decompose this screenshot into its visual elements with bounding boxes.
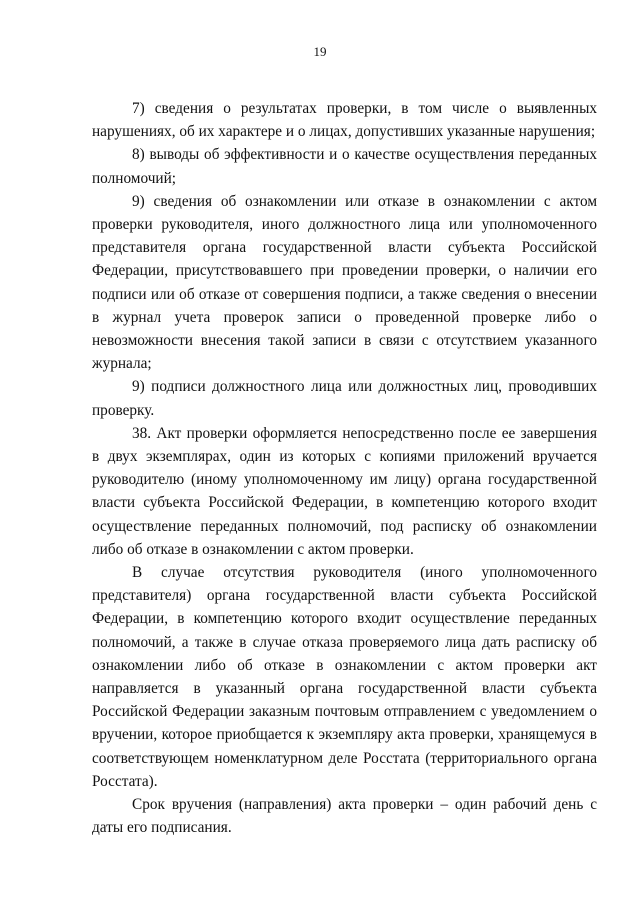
paragraph-item-8: 8) выводы об эффективности и о качестве осуществления переданных полномочий;	[92, 146, 597, 187]
paragraph-item-9-signatures: 9) подписи должностного лица или должностных лиц, проводивших проверку.	[92, 378, 597, 419]
paragraph-section-38: 38. Акт проверки оформляется непосредственно после ее завершения в двух экземплярах, один из которых с копиями приложений вручается руководителю (иному уполномоченному им лицу) органа государственной власти субъекта Российской Федерации, в компетенцию которого входит осуществление переданных полномочий, под расписку об ознакомлении либо об отказе в ознакомлении с актом проверки.	[92, 424, 597, 558]
paragraph-absence-case: В случае отсутствия руководителя (иного уполномоченного представителя) органа государственной власти субъекта Российской Федерации, в компетенцию которого входит осуществление переданных полномочий, а также в случае отказа проверяемого лица дать расписку об ознакомлении либо об отказе в ознакомлении с актом проверки акт направляется в указанный органа государственной власти субъекта Российской Федерации заказным почтовым отправлением с уведомлением о вручении, которое приобщается к экземпляру акта проверки, хранящемуся в соответствующем номенклатурном деле Росстата (территориального органа Росстата).	[92, 564, 597, 790]
document-body	[92, 97, 597, 840]
page-number: 19	[313, 44, 327, 59]
paragraph-item-7: 7) сведения о результатах проверки, в том числе о выявленных нарушениях, об их характере и о лицах, допустивших указанные нарушения;	[92, 100, 597, 141]
paragraph-item-9-acquaintance: 9) сведения об ознакомлении или отказе в ознакомлении с актом проверки руководителя, иного должностного лица или уполномоченного представителя органа государственной власти субъекта Российской Федерации, присутствовавшего при проведении проверки, о наличии его подписи или об отказе от совершения подписи, а также сведения о внесении в журнал учета проверок записи о проведенной проверке либо о невозможности внесения такой записи в связи с отсутствием указанного журнала;	[92, 192, 597, 373]
paragraph-delivery-term: Срок вручения (направления) акта проверки – один рабочий день с даты его подписания.	[92, 796, 597, 837]
